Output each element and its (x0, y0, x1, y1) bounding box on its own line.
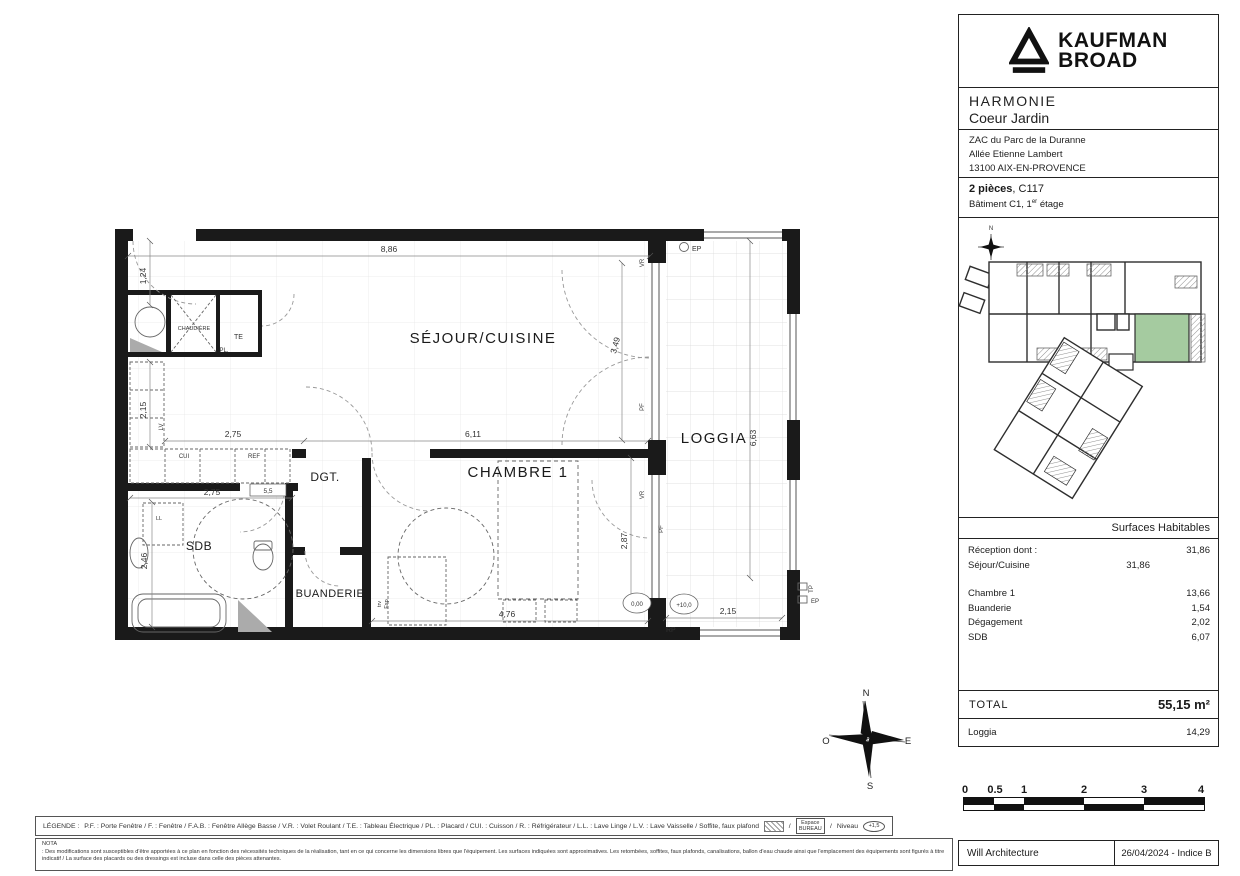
dim-w-loggia: 2,15 (719, 606, 737, 616)
ann-ep-right: EP (810, 599, 820, 605)
nota-line2: indicatif / La surface des placards ou des dressings est incluse dans celle des pièces attenantes. (42, 856, 282, 863)
loggia-value: 14,29 (1186, 727, 1210, 738)
dim-w-sejour2: 6,11 (465, 429, 481, 439)
ann-pf-1: PF (640, 403, 646, 411)
dim-w-sejour: 8,86 (380, 244, 398, 254)
table-row: Chambre 1 13,66 (968, 588, 1210, 599)
scale-bar (963, 784, 1205, 811)
room-label-chaudiere: CHAUDIÈRE (177, 326, 211, 332)
brand-line2: BROAD (1058, 49, 1138, 72)
level-plus: +10,0 (676, 603, 692, 609)
address-line-1: ZAC du Parc de la Duranne (969, 135, 1086, 146)
legend-title: LÉGENDE : (43, 822, 80, 830)
table-row: Buanderie 1,54 (968, 602, 1210, 614)
table-row: Réception dont : 31,86 (968, 545, 1210, 556)
room-label-loggia: LOGGIA (680, 430, 748, 447)
level-zero: 0,00 (631, 602, 643, 608)
room-label-buanderie: BUANDERIE (295, 588, 365, 600)
room-label-dgt: DGT. (310, 470, 340, 484)
dim-h-sdb: 2,46 (139, 552, 149, 570)
keyplan-north-label: N (988, 226, 994, 232)
legend-bar: LÉGENDE : P.F. : Porte Fenêtre / F. : Fenêtre / F.A.B. : Fenêtre Allège Basse / V.R. : Volet Roulant / T.E. : Tableau Électrique / PL. : Placard / CUI. : Cuisson / R. : Réfrigérateur / L.L. : Lave Linge / L.V. : Lave Vaisselle / Soffite, faux plafond / Espace BUREAU / Niveau +1,5 (35, 816, 893, 836)
keyplan-unit-highlight (1135, 314, 1189, 362)
project-section (959, 88, 1218, 130)
ann-lv: LV (159, 423, 165, 431)
brand-logo (959, 15, 1218, 88)
total-label: TOTAL (969, 698, 1009, 711)
dim-h-loggia: 6,63 (748, 429, 758, 447)
key-plan (959, 218, 1218, 518)
unit-type-line: 2 pièces, C117 (969, 183, 1045, 195)
espace-bureau-box: Espace BUREAU (796, 818, 825, 834)
title-block (958, 14, 1219, 747)
scale-bar-blocks (963, 797, 1205, 811)
keyplan-compass-icon (978, 234, 1004, 260)
ann-pf-2: PF (659, 525, 665, 533)
unit-building-line: Bâtiment C1, 1er étage (969, 199, 1064, 211)
address-line-2: Allée Etienne Lambert (969, 148, 1063, 160)
room-label-sejour: SÉJOUR/CUISINE (409, 330, 557, 347)
key-plan-svg (959, 218, 1218, 517)
ann-te: TE (234, 334, 243, 341)
compass-n: N (862, 688, 870, 699)
dim-h-chambre: 2,87 (619, 532, 629, 550)
dim-w-entry: 1,24 (138, 267, 148, 285)
nota-title: NOTA (42, 841, 58, 847)
nota-line1: : Des modifications sont susceptibles d'être apportées à ce plan en fonction des nécessités techniques de la réalisation, tant en ce qui concerne les dimensions libres que l'équipement. Les surfaces indiquées sont approximatives. Les retombées, soffites, faux plafonds, canalisations, ballon d'eau chaude ainsi que l'emplacement des équipements sont figurés à titre (42, 848, 945, 855)
address-line-3: 13100 AIX-EN-PROVENCE (969, 162, 1086, 174)
niveau-level-oval: +1,5 (863, 821, 885, 832)
brand-line1: KAUFMAN (1058, 29, 1168, 53)
total-value: 55,15 m² (1157, 697, 1210, 712)
dim-w-chambre: 4,76 (498, 609, 516, 619)
ann-ref: REF (248, 454, 260, 460)
ann-rp: RP (666, 627, 676, 634)
legend-items: P.F. : Porte Fenêtre / F. : Fenêtre / F.A.B. : Fenêtre Allège Basse / V.R. : Volet Roulant / T.E. : Tableau Électrique / PL. : Placard / CUI. : Cuisson / R. : Réfrigérateur / L.L. : Lave Linge / L.V. : Lave Vaisselle / Soffite, faux plafond (84, 822, 760, 830)
footer (958, 840, 1219, 866)
ann-vr-2: VR (640, 490, 646, 500)
surfaces-header: Surfaces Habitables (959, 518, 1218, 539)
ann-esp2: trv (377, 600, 383, 608)
ann-ep-top: EP (692, 246, 702, 253)
date-indice: 26/04/2024 - Indice B (1114, 841, 1218, 865)
unit-section (959, 178, 1218, 218)
table-row: Séjour/Cuisine 31,86 (968, 559, 1150, 571)
room-label-sdb: SDB (185, 539, 213, 553)
ann-cui: CUI (178, 454, 190, 460)
loggia-row (959, 719, 1218, 746)
address-section (959, 130, 1218, 178)
niveau-label: Niveau (836, 822, 858, 830)
soffite-hatch-swatch (764, 821, 784, 832)
total-row (959, 691, 1218, 719)
dim-h-pf: 3,49 (608, 335, 623, 355)
compass-rose (829, 701, 905, 778)
kaufman-broad-triangle-icon (1009, 27, 1049, 75)
ann-ll: LL (155, 516, 163, 522)
scale-bar-labels: 0 0.5 1 2 3 4 (961, 784, 1205, 796)
compass-e: E (904, 736, 912, 747)
room-label-chambre: CHAMBRE 1 (467, 464, 569, 481)
compass-s: S (866, 781, 874, 792)
dim-w-sdb: 2,75 (203, 487, 221, 497)
dim-soffite: 5,5 (263, 488, 273, 495)
project-subtitle: Coeur Jardin (969, 110, 1050, 126)
project-name: HARMONIE (969, 93, 1057, 109)
nota-box (35, 838, 953, 871)
surfaces-table (959, 539, 1218, 691)
ann-pl: PL. (219, 348, 229, 354)
table-row: Dégagement 2,02 (968, 617, 1210, 628)
compass-o: O (822, 736, 830, 747)
dim-w-counter: 2,75 (224, 429, 242, 439)
ann-esp1: Esp (384, 599, 390, 609)
architect-name: Will Architecture (967, 847, 1039, 859)
dim-h-kitchen: 2,15 (138, 401, 148, 419)
ann-tp: TP (809, 585, 815, 593)
loggia-label: Loggia (968, 727, 997, 738)
ann-vr-1: VR (640, 258, 646, 268)
table-row: SDB 6,07 (968, 631, 1210, 643)
